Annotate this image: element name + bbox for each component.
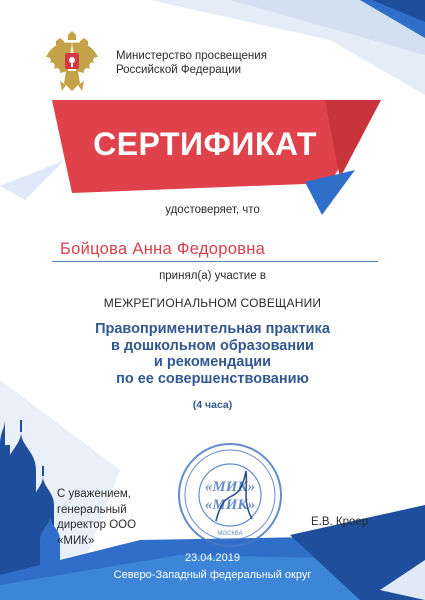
participation-text: принял(а) участие в: [159, 270, 266, 282]
regards-line-2: генеральный: [57, 503, 127, 516]
topic-line-1: Правоприменительная практика: [95, 321, 330, 337]
event-name: МЕЖРЕГИОНАЛЬНОМ СОВЕЩАНИИ: [103, 296, 322, 310]
left-pale-accent: [0, 160, 65, 200]
ministry-name: [116, 49, 267, 77]
recipient-name: Бойцова Анна Федоровна: [60, 240, 266, 258]
certifies-text: удостоверяет, что: [165, 204, 260, 216]
ministry-line-2: Российской Федерации: [116, 64, 242, 76]
name-underline: [52, 261, 378, 262]
topic-line-3: и рекомендации: [153, 354, 272, 370]
regards-line-3: директор ООО: [57, 519, 137, 531]
stamp-text-top: «МИК»: [204, 479, 256, 495]
hours-text: (4 часа): [192, 399, 233, 411]
issue-date: 23.04.2019: [184, 552, 241, 564]
topic-line-4: по ее совершенствованию: [116, 370, 309, 387]
regards-line-4: «МИК»: [57, 534, 95, 547]
topic-line-2: в дошкольном образовании: [111, 337, 314, 354]
signature-regards: [57, 487, 136, 549]
signer-name: Е.В. Кроер: [311, 516, 369, 528]
company-stamp: [176, 441, 284, 549]
stamp-text-bottom: «МИК»: [204, 497, 256, 513]
regards-line-1: С уважением,: [57, 488, 131, 500]
event-topic: [80, 321, 345, 387]
certificate-title: СЕРТИФИКАТ: [93, 126, 317, 162]
federal-district: Северо-Западный федеральный округ: [113, 569, 312, 581]
stamp-city: МОСКВА: [217, 531, 243, 537]
coat-of-arms-emblem: [44, 31, 100, 95]
ministry-line-1: Министерство просвещения: [116, 50, 267, 62]
